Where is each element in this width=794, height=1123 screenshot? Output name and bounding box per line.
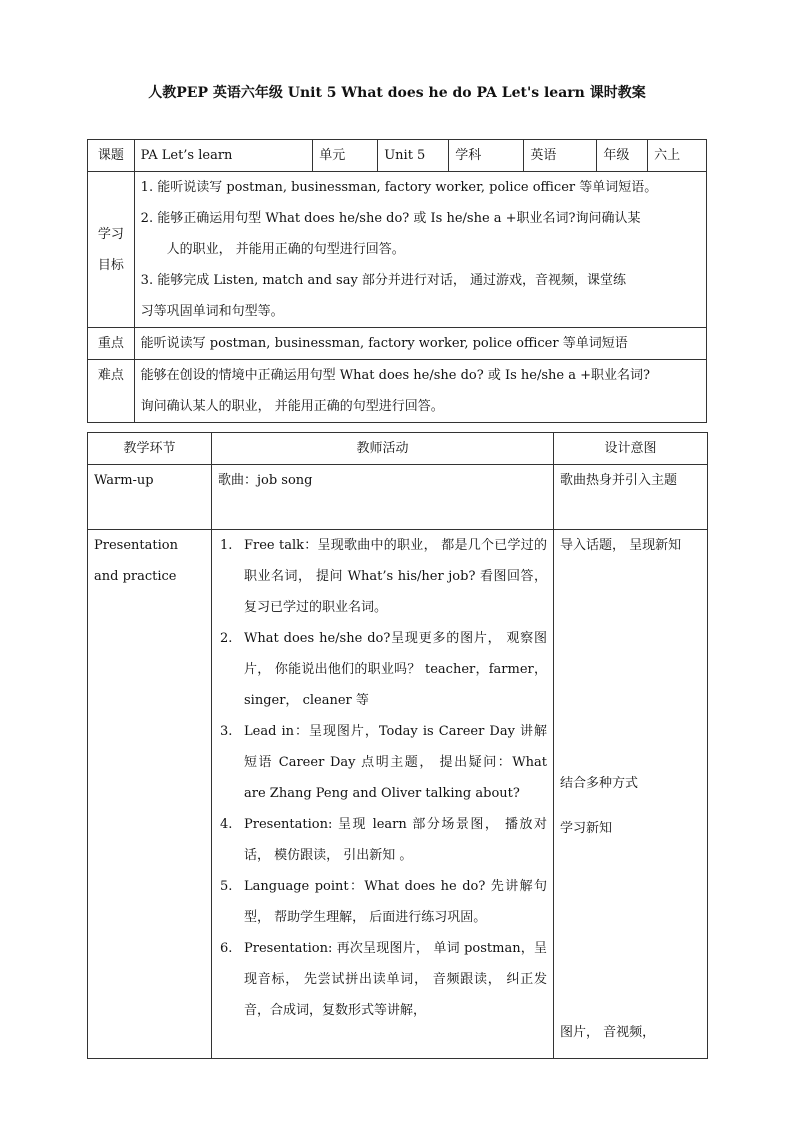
key-points-text: 能听说读写 postman, businessman, factory worker, police officer 等单词短语 [134, 328, 706, 360]
info-row [88, 140, 707, 172]
item-text: Lead in：呈现图片，Today is Career Day 讲解短语 Career Day 点明主题， 提出疑问：What are Zhang Peng and Oliver talking about? [244, 724, 547, 801]
subject-value: 英语 [524, 140, 597, 172]
intent-2-line2: 学习新知 [560, 821, 613, 836]
grade-label: 年级 [597, 140, 648, 172]
presentation-activities [212, 530, 554, 1059]
unit-value: Unit 5 [378, 140, 449, 172]
subject-label: 学科 [449, 140, 524, 172]
objective-3-line1: 3. 能够完成 Listen, match and say 部分并进行对话， 通过游戏，音视频，课堂练 [140, 273, 627, 288]
list-item [218, 530, 547, 623]
header-stage: 教学环节 [88, 433, 212, 465]
warmup-row [88, 465, 708, 530]
list-item [218, 871, 547, 933]
intent-1: 导入话题， 呈现新知 [560, 538, 682, 553]
list-item [218, 716, 547, 809]
objectives-label-line1: 学习 [97, 226, 124, 242]
difficulties-row [88, 360, 707, 423]
header-activity: 教师活动 [212, 433, 554, 465]
objectives-row [88, 172, 707, 328]
page-title: 人教PEP 英语六年级 Unit 5 What does he do PA Let's learn 课时教案 [148, 85, 646, 101]
key-points-label: 重点 [88, 328, 135, 360]
grade-value: 六上 [648, 140, 707, 172]
topic-label: 课题 [88, 140, 135, 172]
difficulties-line1: 能够在创设的情境中正确运用句型 What does he/she do? 或 Is he/she a +职业名词? [140, 368, 650, 383]
objectives-label-line2: 目标 [97, 257, 124, 273]
presentation-stage: Presentation and practice [88, 530, 212, 1059]
item-text: Presentation: 再次呈现图片， 单词 postman，呈现音标， 先尝试拼出读单词， 音频跟读， 纠正发音，合成词，复数形式等讲解， [244, 941, 547, 1018]
list-item [218, 809, 547, 871]
item-text: Free talk：呈现歌曲中的职业， 都是几个已学过的职业名词， 提问 What’s his/her job? 看图回答， 复习已学过的职业名词。 [244, 538, 547, 615]
list-item [218, 623, 547, 716]
list-item [218, 933, 547, 1026]
objectives-content [134, 172, 706, 328]
warmup-activity: 歌曲：job song [212, 465, 554, 530]
intent-3: 图片， 音视频， [560, 1025, 656, 1040]
plan-header-row [88, 433, 708, 465]
item-number: 3. [220, 724, 233, 739]
item-text: What does he/she do?呈现更多的图片， 观察图片， 你能说出他们的职业吗？ teacher，farmer， singer， cleaner 等 [244, 631, 547, 708]
header-intent: 设计意图 [554, 433, 708, 465]
objective-2-line1: 2. 能够正确运用句型 What does he/she do? 或 Is he/she a +职业名词?询问确认某 [140, 211, 641, 226]
lesson-info-table [87, 139, 707, 423]
topic-value: PA Let’s learn [134, 140, 313, 172]
presentation-row [88, 530, 708, 1059]
difficulties-line2: 询问确认某人的职业， 并能用正确的句型进行回答。 [140, 399, 444, 414]
intent-2-line1: 结合多种方式 [560, 776, 639, 791]
objectives-label [88, 172, 135, 328]
key-points-row [88, 328, 707, 360]
difficulties-label: 难点 [88, 360, 135, 423]
item-text: Presentation: 呈现 learn 部分场景图， 播放对话， 模仿跟读， 引出新知 。 [244, 817, 547, 863]
teaching-plan-table [87, 432, 708, 1059]
item-number: 2. [220, 631, 233, 646]
difficulties-content [134, 360, 706, 423]
unit-label: 单元 [313, 140, 378, 172]
item-number: 4. [220, 817, 233, 832]
activity-list [218, 530, 547, 1026]
objective-2-line2: 人的职业， 并能用正确的句型进行回答。 [166, 242, 405, 257]
item-number: 1. [220, 538, 233, 553]
item-number: 6. [220, 941, 233, 956]
objective-1: 1. 能听说读写 postman, businessman, factory worker, police officer 等单词短语。 [140, 180, 658, 195]
warmup-intent: 歌曲热身并引入主题 [554, 465, 708, 530]
presentation-intent [554, 530, 708, 1059]
objective-3-line2: 习等巩固单词和句型等。 [140, 304, 284, 319]
item-text: Language point：What does he do? 先讲解句型， 帮助学生理解， 后面进行练习巩固。 [244, 879, 547, 925]
item-number: 5. [220, 879, 233, 894]
warmup-stage: Warm-up [88, 465, 212, 530]
